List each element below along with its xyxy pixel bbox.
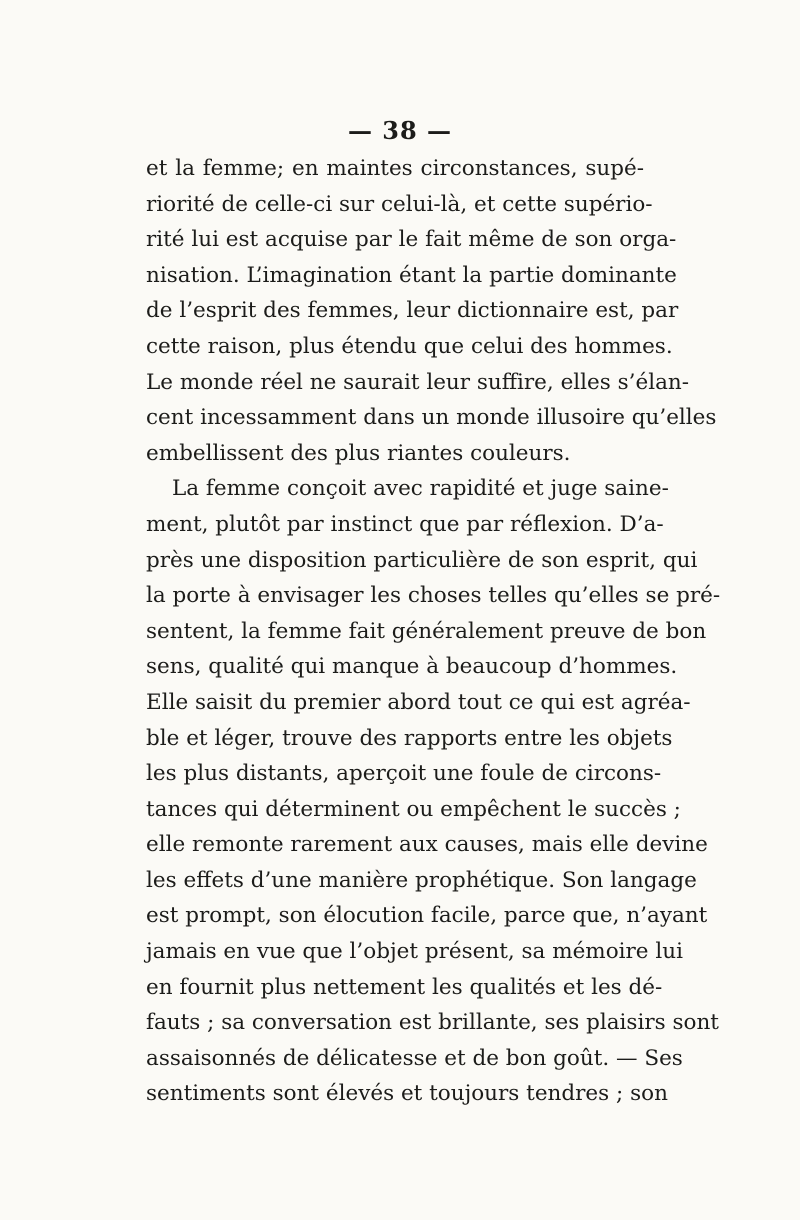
text-line: sens, qualité qui manque à beaucoup d’hommes. — [146, 654, 678, 680]
text-line: de l’esprit des femmes, leur dictionnaire est, par — [146, 298, 679, 324]
text-line: sentiments sont élevés et toujours tendres ; son — [146, 1081, 668, 1107]
text-line: ment, plutôt par instinct que par réflexion. D’a- — [146, 511, 664, 537]
text-line: est prompt, son élocution facile, parce que, n’ayant — [146, 903, 708, 929]
page-number: — 38 — — [347, 116, 453, 145]
text-line: nisation. L’imagination étant la partie dominante — [146, 262, 677, 288]
text-line: assaisonnés de délicatesse et de bon goût. — Ses — [146, 1045, 683, 1071]
text-line: les plus distants, aperçoit une foule de circons- — [146, 761, 662, 787]
text-line: sentent, la femme fait généralement preuve de bon — [146, 618, 707, 644]
text-line: elle remonte rarement aux causes, mais elle devine — [146, 832, 708, 858]
text-line: et la femme; en maintes circonstances, supé- — [146, 156, 644, 181]
text-line: les effets d’une manière prophétique. Son langage — [146, 867, 697, 893]
text-line: près une disposition particulière de son esprit, qui — [146, 547, 698, 573]
text-line: cent incessamment dans un monde illusoire qu’elles — [146, 405, 717, 431]
text-line: cette raison, plus étendu que celui des hommes. — [146, 333, 673, 359]
text-line: ble et léger, trouve des rapports entre les objets — [146, 725, 673, 751]
text-line: riorité de celle-ci sur celui-là, et cette supério- — [146, 191, 653, 217]
paragraph-start-line: La femme conçoit avec rapidité et juge saine- — [172, 476, 669, 502]
text-line: Le monde réel ne saurait leur suffire, elles s’élan- — [146, 369, 690, 395]
text-line: la porte à envisager les choses telles qu’elles se pré- — [146, 583, 721, 609]
body-text — [146, 151, 721, 1112]
text-line: Elle saisit du premier abord tout ce qui est agréa- — [146, 689, 691, 715]
text-line: en fournit plus nettement les qualités et les dé- — [146, 974, 663, 1000]
paragraph-end-line: embellissent des plus riantes couleurs. — [146, 440, 571, 466]
text-line: fauts ; sa conversation est brillante, ses plaisirs sont — [146, 1010, 719, 1036]
text-line: rité lui est acquise par le fait même de son orga- — [146, 227, 677, 253]
text-line: tances qui déterminent ou empêchent le succès ; — [146, 796, 681, 822]
text-line: jamais en vue que l’objet présent, sa mémoire lui — [146, 939, 683, 965]
